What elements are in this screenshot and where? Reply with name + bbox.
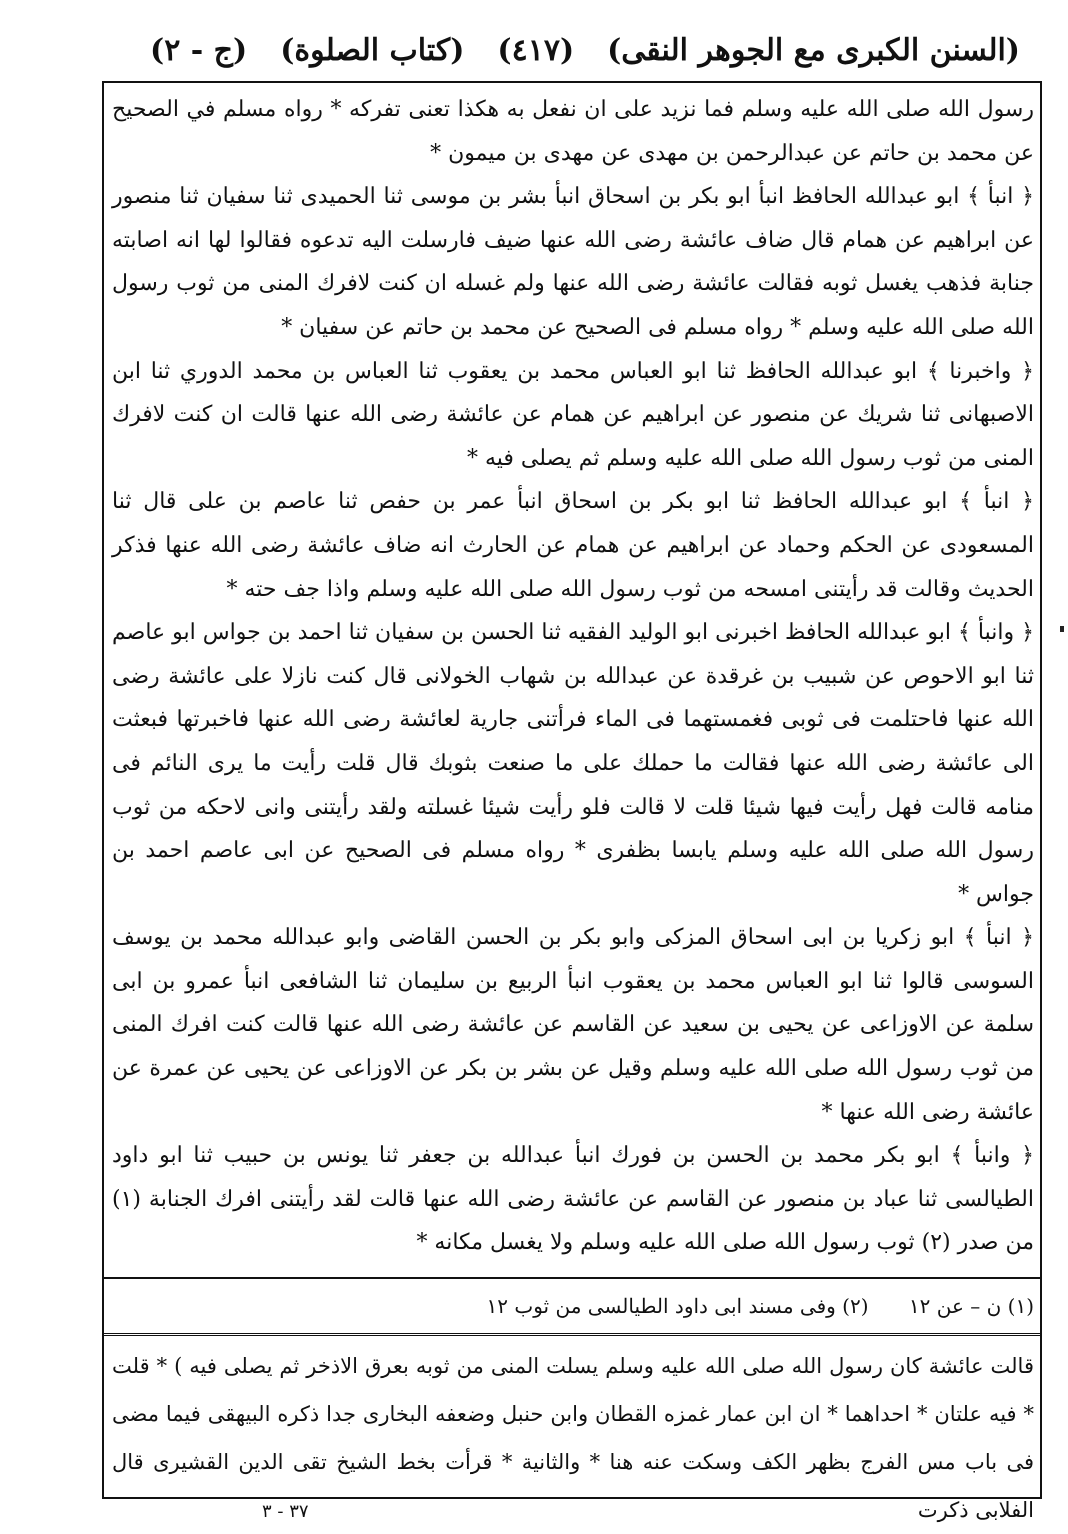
commentary-text: قالت عائشة كان رسول الله صلى الله عليه وسلم يسلت المنى من ثوبه بعرق الاذخر ثم يصلى فيه ) * قلت * فيه علتان * احداهما * ان ابن عمار غمزه القطان وابن حنبل وضعفه البخارى جدا ذكره البيهقى فيما مضى فى باب مس الفرج بظهر الكف وسكت عنه هنا * والثانية * قرأت بخط الشيخ تقى الدين القشيرى قال الفلابى ذكرت xyxy=(112,1354,1034,1522)
main-text xyxy=(112,88,1034,1268)
paragraph: ﴿ انبأ ﴾ ابو عبدالله الحافظ ثنا ابو بكر بن اسحاق انبأ عمر بن حفص ثنا عاصم بن على قال ثنا المسعودى عن الحكم وحماد عن ابراهيم عن همام عن الحارث انه ضاف عائشة رضى الله عنها فذكر الحديث وقالت قد رأيتنى امسحه من ثوب رسول الله صلى الله عليه وسلم واذا جف حته * xyxy=(112,489,1034,602)
chapter-title: (كتاب الصلوة) xyxy=(280,32,465,68)
volume-label: (ج - ٢) xyxy=(150,32,248,68)
footnote-divider xyxy=(102,1277,1042,1279)
footnotes xyxy=(112,1292,1034,1320)
page-number: (٤١٧) xyxy=(497,32,575,68)
paragraph: ﴿ انبأ ﴾ ابو زكريا بن ابى اسحاق المزكى وابو بكر بن الحسن القاضى وابو عبدالله محمد بن يوسف السوسى قالوا ثنا ابو العباس محمد بن يعقوب انبأ الربيع بن سليمان ثنا الشافعى انبأ عمرو بن ابى سلمة عن الاوزاعى عن يحيى بن سعيد عن القاسم عن عائشة رضى الله عنها قالت كنت افرك المنى من ثوب رسول الله صلى الله عليه وسلم وقيل عن بشر بن بكر عن الاوزاعى عن يحيى عن عمرة عن عائشة رضى الله عنها * xyxy=(112,925,1034,1125)
page-reference: ٣٧ - ٣ xyxy=(262,1501,309,1522)
paragraph: ﴿ انبأ ﴾ ابو عبدالله الحافظ انبأ ابو بكر بن اسحاق انبأ بشر بن موسى ثنا الحميدى ثنا سفيان ثنا منصور عن ابراهيم عن همام قال ضاف عائشة رضى الله عنها ضيف فارسلت اليه تدعوه فقالوا لها انه اصابته جنابة فذهب يغسل ثوبه فقالت عائشة رضى الله عنها ولم غسله ان كنت لافرك المنى من ثوب رسول الله صلى الله عليه وسلم * رواه مسلم فى الصحيح عن محمد بن حاتم عن سفيان * xyxy=(112,184,1034,340)
paragraph: ﴿ وانبأ ﴾ ابو عبدالله الحافظ اخبرنى ابو الوليد الفقيه ثنا الحسن بن سفيان ثنا احمد بن جواس ابو عاصم ثنا ابو الاحوص عن شبيب بن غرقدة عن عبدالله بن شهاب الخولانى قال كنت نازلا على عائشة رضى الله عنها فاحتلمت فى ثوبى فغمستهما فى الماء فرأتنى جارية لعائشة رضى الله عنها فاخبرتها فبعثت الى عائشة رضى الله عنها فقالت ما حملك على ما صنعت بثوبك قال قلت رأيت ما يرى النائم فى منامه قالت فهل رأيت فيها شيئا قلت لا قالت فلو رأيت شيئا غسلته ولقد رأيتنى وانى لاحكه من ثوب رسول الله صلى الله عليه وسلم يابسا بظفرى * رواه مسلم فى الصحيح عن ابى عاصم احمد بن جواس * xyxy=(112,620,1034,907)
footnote: (٢) وفى مسند ابى داود الطيالسى من ثوب ١٢ xyxy=(486,1294,869,1318)
page-header xyxy=(150,30,1020,70)
footnote: (١) ن – عن ١٢ xyxy=(908,1294,1034,1318)
margin-mark xyxy=(1060,626,1064,632)
commentary-divider xyxy=(102,1333,1042,1336)
paragraph: ﴿ واخبرنا ﴾ ابو عبدالله الحافظ ثنا ابو العباس محمد بن يعقوب ثنا العباس بن محمد الدوري ثنا ابن الاصبهانى ثنا شريك عن منصور عن ابراهيم عن همام عن عائشة رضى الله عنها قالت ان كنت لافرك المنى من ثوب رسول الله صلى الله عليه وسلم ثم يصلى فيه * xyxy=(112,358,1034,471)
paragraph: رسول الله صلى الله عليه وسلم فما نزيد على ان نفعل به هكذا تعنى تفركه * رواه مسلم في الصحيح عن محمد بن حاتم عن عبدالرحمن بن مهدى عن مهدى بن ميمون * xyxy=(112,97,1034,166)
book-title: (السنن الكبرى مع الجوهر النقى) xyxy=(607,32,1020,68)
paragraph: ﴿ وانبأ ﴾ ابو بكر محمد بن الحسن بن فورك انبأ عبدالله بن جعفر ثنا يونس بن حبيب ثنا ابو داود الطيالسى ثنا عباد بن منصور عن القاسم عن عائشة رضى الله عنها قالت لقد رأيتنى افرك الجنابة (١) من صدر (٢) ثوب رسول الله صلى الله عليه وسلم ولا يغسل مكانه * xyxy=(112,1143,1034,1256)
